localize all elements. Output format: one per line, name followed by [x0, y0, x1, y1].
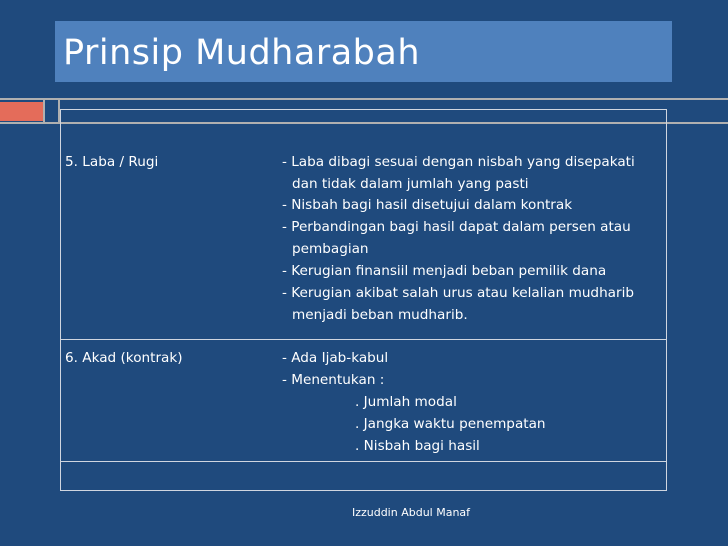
row-line: dan tidak dalam jumlah yang pasti	[292, 176, 529, 192]
row-line: - Perbandingan bagi hasil dapat dalam persen atau	[282, 219, 631, 235]
row-line: - Menentukan :	[282, 372, 385, 388]
row-line: - Kerugian finansiil menjadi beban pemilik dana	[282, 263, 607, 279]
row-label-akad: 6. Akad (kontrak)	[65, 350, 183, 366]
header-rule-top	[0, 98, 728, 100]
row-subline: . Nisbah bagi hasil	[355, 438, 480, 454]
row-line: - Kerugian akibat salah urus atau kelalian mudharib	[282, 285, 635, 301]
row-line: pembagian	[292, 241, 369, 257]
rule-divider-left	[43, 98, 45, 124]
row-line: menjadi beban mudharib.	[292, 307, 468, 323]
slide-footer: Izzuddin Abdul Manaf	[351, 506, 471, 519]
row-line: - Laba dibagi sesuai dengan nisbah yang disepakati	[282, 154, 635, 170]
slide-title: Prinsip Mudharabah	[63, 33, 421, 73]
row-subline: . Jangka waktu penempatan	[355, 416, 546, 432]
content-table	[60, 109, 667, 491]
row-label-laba-rugi: 5. Laba / Rugi	[65, 154, 159, 170]
accent-block	[0, 102, 43, 121]
row-line: - Nisbah bagi hasil disetujui dalam kontrak	[282, 197, 573, 213]
row-subline: . Jumlah modal	[355, 394, 457, 410]
title-bar	[55, 21, 672, 82]
row-divider	[61, 461, 666, 462]
row-line: - Ada Ijab-kabul	[282, 350, 389, 366]
row-divider	[61, 339, 666, 340]
